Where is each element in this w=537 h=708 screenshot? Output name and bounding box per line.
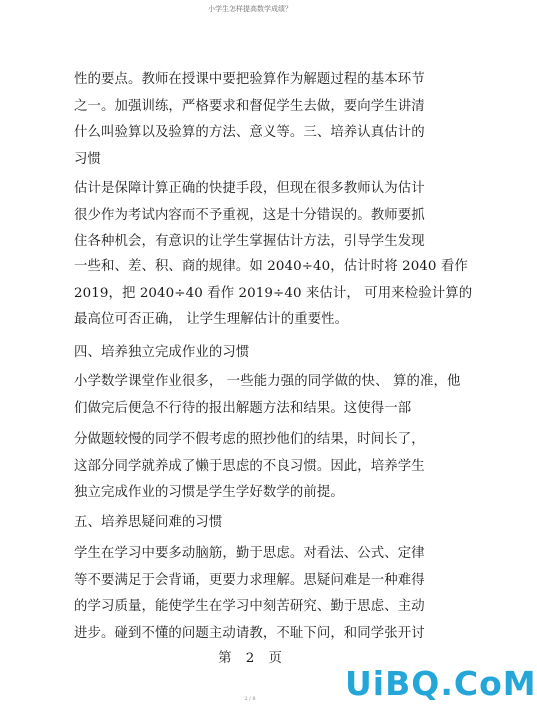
paragraph-questioning <box>74 541 460 647</box>
paragraph-estimation-example <box>74 254 473 334</box>
text-line: 性的要点。教师在授课中要把验算作为解题过程的基本环节 <box>74 72 425 87</box>
text-line: 之一。加强训练，严格要求和督促学生去做，要向学生讲清 <box>74 98 425 114</box>
document-title: 小学生怎样提高数学成绩？ <box>208 5 292 13</box>
paragraph-estimation <box>74 176 460 256</box>
text-line: 独立完成作业的习惯是学生学好数学的前提。 <box>74 485 344 501</box>
text-line: 的学习质量，能使学生在学习中刻苦研究、勤于思虑、主动 <box>74 599 425 615</box>
text-line: 分做题较慢的同学不假考虑的照抄他们的结果，时间长了， <box>74 432 425 447</box>
text-line: 进步。碰到不懂的问题主动请教，不耻下问，和同学张开讨 <box>74 625 425 641</box>
section-heading: 五、培养思疑问难的习惯 <box>74 515 223 530</box>
section-heading-questioning <box>74 510 460 537</box>
text-line: 最高位可否正确， 让学生理解估计的重要性。 <box>74 312 349 328</box>
watermark-logo: UiBQ.CoM <box>345 664 537 703</box>
paragraph-checking-habit <box>74 67 460 173</box>
text-line: 估计是保障计算正确的快捷手段，但现在很多教师认为估计 <box>74 181 425 196</box>
paragraph-homework <box>74 369 460 422</box>
text-line: 住各种机会，有意识的让学生掌握估计方法，引导学生发现 <box>74 234 425 250</box>
page-indicator: 2 / 8 <box>244 696 256 702</box>
page-number: 第 2 页 <box>218 651 282 666</box>
section-heading-independent-homework <box>74 340 460 367</box>
text-line: 学生在学习中要多动脑筋，勤于思虑。对看法、公式、定律 <box>74 546 425 561</box>
text-line: 2019，把 2040÷40 看作 2019÷40 来估计， 可用来检验计算的 <box>74 285 473 301</box>
text-line: 很少作为考试内容而不予重视，这是十分错误的。教师要抓 <box>74 207 425 223</box>
text-line: 一些和、差、积、商的规律。如 2040÷40，估计时将 2040 看作 <box>74 259 468 274</box>
text-line: 等不要满足于会背诵，更要力求理解。思疑问难是一种难得 <box>74 572 425 588</box>
text-line: 们做完后便急不行待的报出解题方法和结果。这使得一部 <box>74 400 412 416</box>
paragraph-homework-continued <box>74 427 460 507</box>
text-line: 习惯 <box>74 151 101 167</box>
section-heading: 四、培养独立完成作业的习惯 <box>74 345 250 360</box>
text-line: 小学数学课堂作业很多， 一些能力强的同学做的快、 算的准，他 <box>74 374 461 389</box>
text-line: 什么叫验算以及验算的方法、意义等。三、培养认真估计的 <box>74 125 425 141</box>
text-line: 这部分同学就养成了懒于思虑的不良习惯。因此，培养学生 <box>74 458 425 474</box>
